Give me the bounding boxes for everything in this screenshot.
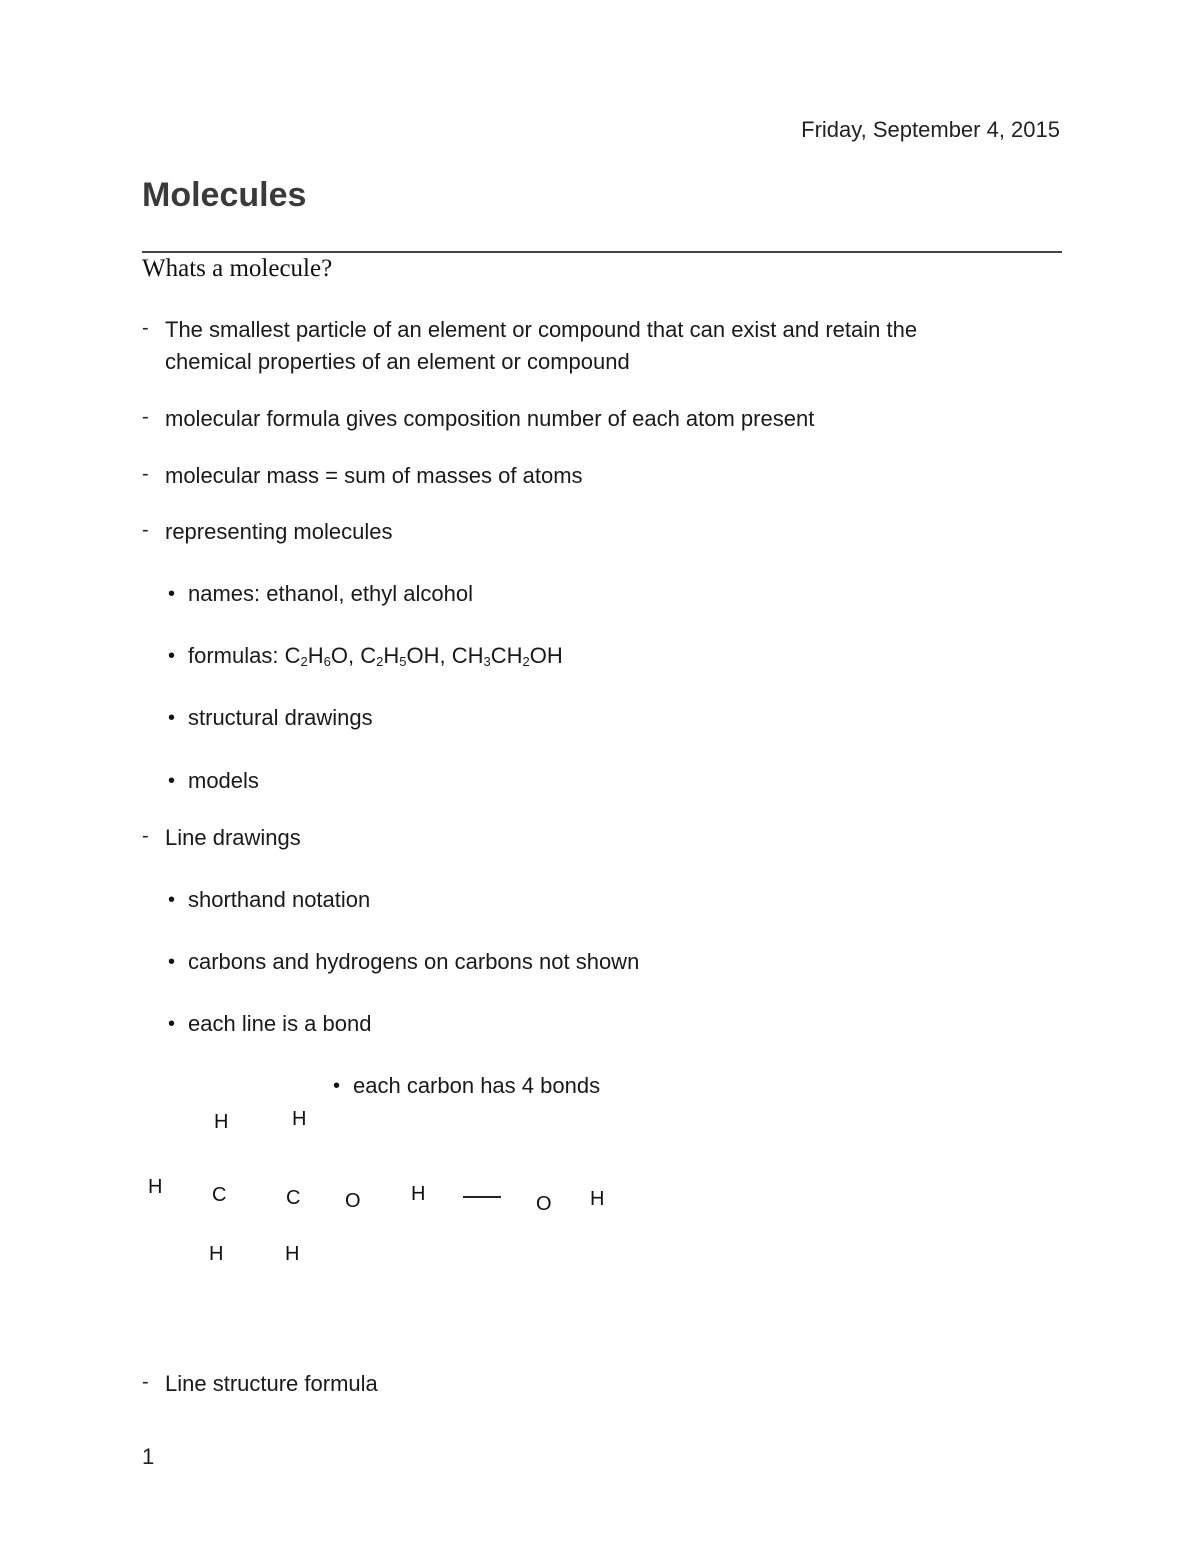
definition-line-2: chemical properties of an element or compound <box>165 349 630 374</box>
atom-h-right-1: H <box>411 1183 426 1205</box>
chemical-formula: $CH_3CH_2OH$ <box>451 643 563 669</box>
dash-marker: - <box>142 406 149 428</box>
atom-h-left: H <box>148 1176 163 1198</box>
each-line-text: each line is a bond <box>188 1011 372 1036</box>
page-date: Friday, September 4, 2015 <box>801 117 1060 142</box>
representing-text: representing molecules <box>165 519 393 544</box>
dash-marker: - <box>142 463 149 485</box>
title-divider <box>142 251 1062 253</box>
bullet-marker: • <box>168 707 176 729</box>
atom-h-bottom-2: H <box>285 1243 300 1265</box>
atom-h-top-1: H <box>214 1111 229 1133</box>
section-heading: Whats a molecule? <box>142 255 333 282</box>
bullet-marker: • <box>168 583 176 605</box>
carbons-hydrogens-text: carbons and hydrogens on carbons not shown <box>188 949 640 974</box>
formulas-text <box>188 640 563 672</box>
definition-line-1: The smallest particle of an element or compound that can exist and retain the <box>165 317 918 342</box>
bullet-marker: • <box>168 889 176 911</box>
line-structure-text: Line structure formula <box>165 1371 378 1396</box>
atom-h-bottom-1: H <box>209 1243 224 1265</box>
bullet-marker: • <box>333 1075 341 1097</box>
structural-text: structural drawings <box>188 705 373 730</box>
formula-list: $C_2H_6O$, $C_2H_5OH$, $CH_3CH_2OH$ <box>284 643 563 669</box>
bullet-marker: • <box>168 1013 176 1035</box>
dash-marker: - <box>142 825 149 847</box>
page-number: 1 <box>142 1444 155 1469</box>
dash-marker: - <box>142 519 149 541</box>
chemical-formula: $C_2H_5OH$ <box>360 643 440 669</box>
atom-h-top-2: H <box>292 1108 307 1130</box>
atom-h-right-2: H <box>590 1188 605 1210</box>
atom-o-2: O <box>536 1193 552 1215</box>
bond-line <box>463 1196 501 1198</box>
atom-c-1: C <box>212 1184 227 1206</box>
models-text: models <box>188 768 259 793</box>
names-text: names: ethanol, ethyl alcohol <box>188 581 473 606</box>
each-carbon-text: each carbon has 4 bonds <box>353 1073 601 1098</box>
bullet-marker: • <box>168 645 176 667</box>
line-drawings-text: Line drawings <box>165 825 301 850</box>
atom-c-2: C <box>286 1187 301 1209</box>
molecular-formula-text: molecular formula gives composition number of each atom present <box>165 406 815 431</box>
dash-marker: - <box>142 1371 149 1393</box>
molecular-mass-text: molecular mass = sum of masses of atoms <box>165 463 583 488</box>
atom-o-1: O <box>345 1190 361 1212</box>
page-title: Molecules <box>142 176 307 214</box>
formulas-label: formulas: <box>188 643 285 668</box>
bullet-marker: • <box>168 770 176 792</box>
bullet-marker: • <box>168 951 176 973</box>
chemical-formula: $C_2H_6O$ <box>284 643 348 669</box>
dash-marker: - <box>142 317 149 339</box>
shorthand-text: shorthand notation <box>188 887 371 912</box>
